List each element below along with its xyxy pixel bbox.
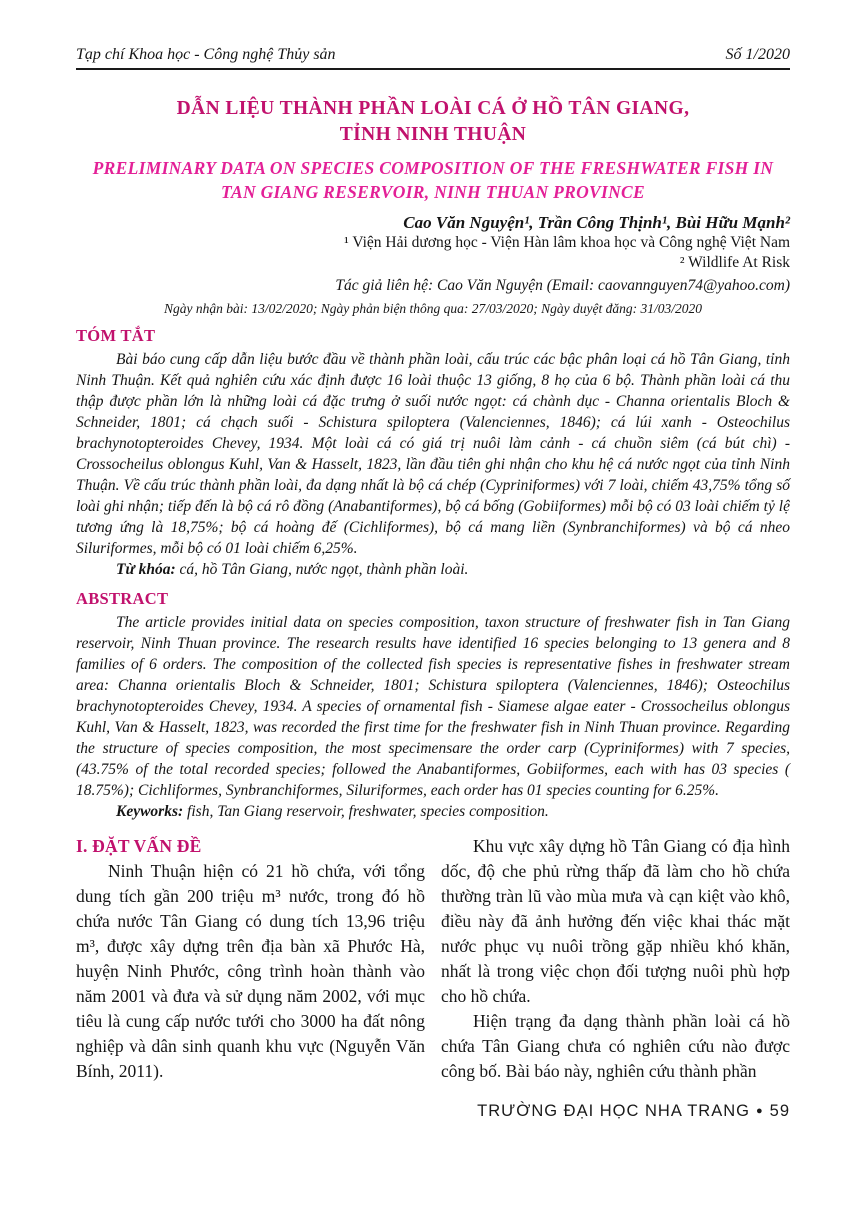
affiliation-1: ¹ Viện Hải dương học - Viện Hàn lâm khoa học và Công nghệ Việt Nam — [344, 234, 790, 251]
keywords-vi-label: Từ khóa: — [116, 561, 176, 578]
footer-institution: TRƯỜNG ĐẠI HỌC NHA TRANG — [477, 1102, 750, 1120]
introduction-section — [76, 834, 790, 1084]
article-title-vi-line1: DẪN LIỆU THÀNH PHẦN LOÀI CÁ Ở HỒ TÂN GIANG, — [176, 98, 690, 119]
keywords-vi-line — [76, 559, 790, 580]
abstract-en-section — [76, 588, 790, 822]
article-title-vi-line2: TỈNH NINH THUẬN — [339, 124, 527, 145]
keywords-en-text: fish, Tan Giang reservoir, freshwater, species composition. — [183, 803, 549, 820]
page-footer — [76, 1102, 790, 1121]
keywords-vi-text: cá, hồ Tân Giang, nước ngọt, thành phần loài. — [175, 561, 469, 578]
keywords-en-label: Keyworks: — [116, 803, 184, 820]
right-column — [441, 834, 790, 1084]
abstract-vi-heading: TÓM TẮT — [76, 326, 156, 345]
left-column — [76, 834, 425, 1084]
affiliation-2: ² Wildlife At Risk — [679, 254, 790, 271]
issue-number: Số 1/2020 — [725, 46, 790, 63]
intro-paragraph-2: Khu vực xây dựng hồ Tân Giang có địa hình dốc, độ che phủ rừng thấp đã làm cho hồ chứa thường tràn lũ vào mùa mưa và cạn kiệt vào khô, điều này đã ảnh hưởng đến việc khai thác mặt nước phục vụ nuôi trồng gặp nhiều khó khăn, nhất là trong việc chọn đối tượng nuôi phù hợp cho hồ chứa. — [441, 836, 790, 1006]
keywords-en-line — [76, 801, 790, 822]
journal-name: Tạp chí Khoa học - Công nghệ Thủy sản — [76, 46, 336, 63]
intro-paragraph-1: Ninh Thuận hiện có 21 hồ chứa, với tổng dung tích gần 200 triệu m³ nước, trong đó hồ chứa nước Tân Giang có dung tích 13,96 triệu m³, được xây dựng trên địa bàn xã Phước Hà, huyện Ninh Phước, công trình hoàn thành vào năm 2001 và đưa và sử dụng năm 2002, với mục tiêu là cung cấp nước tưới cho 3000 ha đất nông nghiệp và dân sinh quanh khu vực (Nguyễn Văn Bính, 2011). — [76, 861, 425, 1081]
article-title-en — [76, 156, 790, 204]
abstract-vi-section — [76, 325, 790, 580]
abstract-en-heading: ABSTRACT — [76, 589, 169, 608]
article-title-en-line1: PRELIMINARY DATA ON SPECIES COMPOSITION OF THE FRESHWATER FISH IN — [92, 158, 774, 178]
section-1-heading: I. ĐẶT VẤN ĐỀ — [76, 836, 202, 856]
journal-header — [76, 46, 790, 70]
submission-dates-line: Ngày nhận bài: 13/02/2020; Ngày phản biện thông qua: 27/03/2020; Ngày duyệt đăng: 31/03/2020 — [163, 301, 703, 316]
article-title-en-line2: TAN GIANG RESERVOIR, NINH THUAN PROVINCE — [221, 182, 645, 202]
authors-line: Cao Văn Nguyện¹, Trần Công Thịnh¹, Bùi Hữu Mạnh² — [403, 213, 790, 232]
article-title-vi — [76, 96, 790, 148]
abstract-en-body: The article provides initial data on species composition, taxon structure of freshwater fish in Tan Giang reservoir, Ninh Thuan province. The research results have identified 16 species belonging to 13 genera and 8 families of 6 orders. The composition of the collected fish species is representative fishes in freshwater stream area: Channa orientalis Bloch & Schneider, 1801; Schistura spiloptera (Valenciennes, 1846); Osteochilus brachynotopteroides Chevey, 1934. A species of ornamental fish - Siamese algae eater - Crossocheilus oblongus Kuhl, Van & Hasselt, 1823, was recorded the first time for the freshwater fish in Ninh Thuan province. Regarding the structure of species composition, the most specimensare the order carp (Cypriniformes) with 7 species, (43.75% of the total recorded species; followed the Anabantiformes, Gobiiformes, each with has 03 species ( 18.75%); Cichliformes, Synbranchiformes, Siluriformes, each order has 01 species counting for 6.25%. — [76, 614, 790, 799]
corresponding-author-line: Tác giả liên hệ: Cao Văn Nguyện (Email: caovannguyen74@yahoo.com) — [335, 277, 790, 294]
abstract-vi-body: Bài báo cung cấp dẫn liệu bước đầu về thành phần loài, cấu trúc các bậc phân loại cá hồ Tân Giang, tỉnh Ninh Thuận. Kết quả nghiên cứu xác định được 16 loài thuộc 13 giống, 8 họ của 6 bộ. Thành phần loài cá thu thập được phần lớn là những loài cá đặc trưng ở suối nước ngọt: cá chành dục - Channa orientalis Bloch & Schneider, 1801; cá chạch suối - Schistura spiloptera (Valenciennes, 1846); cá lúi xanh - Osteochilus brachynotopteroides Chevey, 1934. Một loài cá có giá trị nuôi làm cảnh - cá chuồn siêm (cá bút chì) - Crossocheilus oblongus Kuhl, Van & Hasselt, 1823, lần đầu tiên ghi nhận cho khu hệ cá nước ngọt của tỉnh Ninh Thuận. Về cấu trúc thành phần loài, đa dạng nhất là bộ cá chép (Cypriniformes) với 7 loài, chiếm 43,75% tổng số loài ghi nhận; tiếp đến là bộ cá rô đồng (Anabantiformes), bộ cá bống (Gobiiformes) mỗi bộ có 03 loài chiếm tỷ lệ tương ứng là 18,75%; bộ cá hoàng đế (Cichliformes), bộ cá mang liền (Synbranchiformes) và bộ cá nheo Siluriformes, mỗi bộ có 01 loài chiếm 6,25%. — [76, 351, 790, 557]
page-number: 59 — [769, 1102, 790, 1120]
intro-paragraph-3: Hiện trạng đa dạng thành phần loài cá hồ chứa Tân Giang chưa có nghiên cứu nào được công bố. Bài báo này, nghiên cứu thành phần — [441, 1011, 790, 1081]
bullet-icon: ● — [755, 1105, 764, 1117]
